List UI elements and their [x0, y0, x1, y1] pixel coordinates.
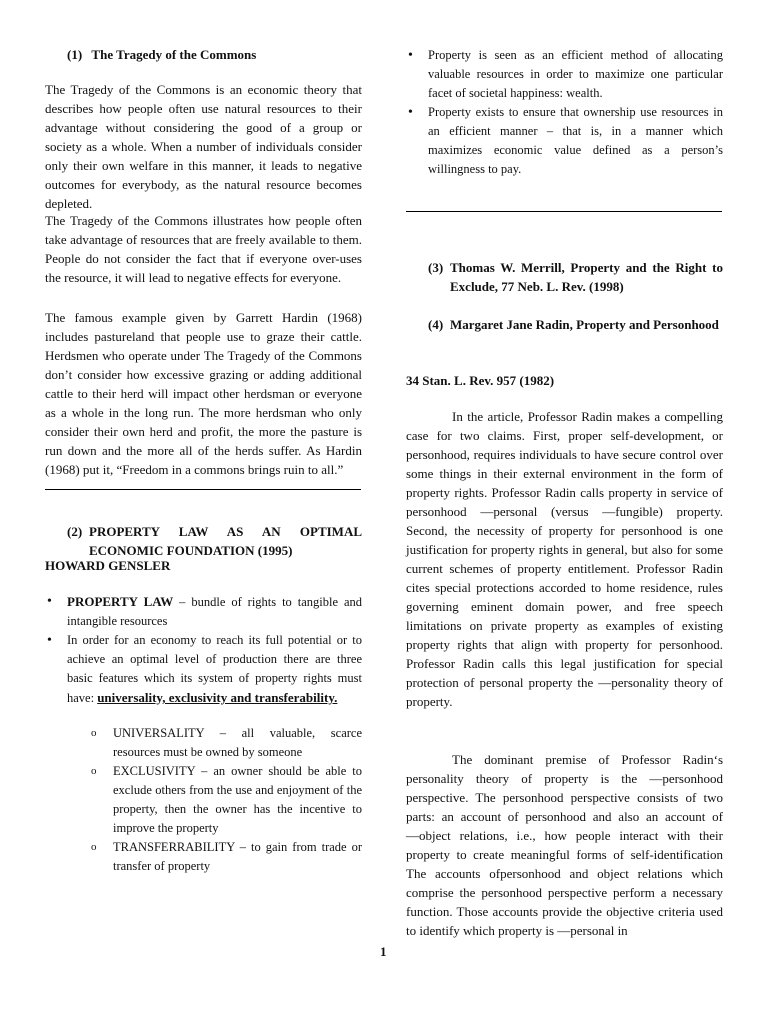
- bullet-property-law: [45, 592, 362, 631]
- three-features-text: In order for an economy to reach its full potential or to achieve an optimal level of production there are three basic features which its system of property rights must have:: [67, 633, 362, 705]
- sub-item-transferrability: o TRANSFERRABILITY – to gain from trade or transfer of property: [91, 838, 362, 876]
- property-law-bullets: [45, 592, 362, 708]
- three-features-emphasis: universality, exclusivity and transferability.: [97, 690, 338, 705]
- left-divider: [45, 489, 361, 490]
- section-2-heading-line-1: [67, 522, 362, 541]
- radin-citation: 34 Stan. L. Rev. 957 (1982): [406, 373, 555, 388]
- section-2-title-line-1: PROPERTY LAW AS AN OPTIMAL: [89, 524, 362, 539]
- features-sublist: [91, 724, 362, 876]
- section-1-heading: [67, 45, 367, 64]
- property-law-term: PROPERTY LAW: [67, 594, 174, 609]
- section-3-heading: [428, 258, 723, 296]
- section-2-heading: [67, 522, 362, 560]
- bullet-three-features: [45, 631, 362, 708]
- right-divider: [406, 211, 722, 212]
- section-2-author: HOWARD GENSLER: [45, 558, 171, 573]
- bullet-ownership-use: • Property exists to ensure that ownership use resources in an efficient manner – that is, in a manner which maximizes economic value defined as a person’s willingness to pay.: [406, 103, 723, 179]
- tragedy-paragraph-3: The famous example given by Garrett Hardin (1968) includes pastureland that people use to graze their cattle. Herdsmen who operate under The Tragedy of the Commons don’t consider how excessive grazing or adding additional cattle to their herd will impact other herdsman or everyone as a whole in the long run. The more herdsman who only consider their own herd and profit, the more the pasture is run down and the more all of the herds suffer. As Hardin (1968) put it, “Freedom in a commons brings ruin to all.”: [45, 310, 362, 477]
- section-1-title: The Tragedy of the Commons: [91, 47, 257, 62]
- page-number: 1: [380, 944, 387, 959]
- section-3-number: (3): [428, 260, 444, 275]
- radin-paragraph-2: The dominant premise of Professor Radin‘s personality theory of property is the ―personhood perspective. The personhood perspective consists of two parts: an account of personhood and also an account of ―object relations, i.e., how people interact with their property to create meaningful forms of self-identification The accounts ofpersonhood and object relations which comprise the personhood perspective perform a necessary function. Those accounts provide the objective criteria used to identify which property is ―personal in: [406, 752, 723, 938]
- section-3-title: Thomas W. Merrill, Property and the Right to Exclude, 77 Neb. L. Rev. (1998): [450, 260, 723, 294]
- section-2-title-line-2: ECONOMIC FOUNDATION (1995): [89, 543, 293, 558]
- section-1-number: (1): [67, 47, 83, 62]
- section-4-heading: [428, 315, 723, 334]
- tragedy-paragraph-2: The Tragedy of the Commons illustrates how people often take advantage of resources that are freely available to them. People do not consider the fact that if everyone over-uses the resource, it will lead to negative effects for everyone.: [45, 213, 362, 285]
- tragedy-paragraph-1: The Tragedy of the Commons is an economic theory that describes how people often use natural resources to their advantage without considering the good of a group or society as a whole. When a number of individuals consider only their own welfare in this manner, it leads to negative outcomes for everybody, as the natural resource becomes depleted.: [45, 82, 362, 211]
- property-law-definition: – bundle of rights to tangible and intangible resources: [67, 595, 362, 628]
- sub-item-exclusivity: o EXCLUSIVITY – an owner should be able to exclude others from the use and enjoyment of the property, then the owner has the incentive to improve the property: [91, 762, 362, 838]
- section-2-number: (2): [67, 524, 83, 539]
- bullet-efficient-allocation: • Property is seen as an efficient method of allocating valuable resources in order to maximize one particular facet of societal happiness: wealth.: [406, 46, 723, 103]
- sub-item-universality: o UNIVERSALITY – all valuable, scarce resources must be owned by someone: [91, 724, 362, 762]
- section-4-title: Margaret Jane Radin, Property and Personhood: [450, 317, 719, 332]
- section-4-number: (4): [428, 317, 444, 332]
- radin-paragraph-1: In the article, Professor Radin makes a compelling case for two claims. First, proper self-development, or personhood, requires individuals to have secure control over some things in their external environment in the form of property rights. Professor Radin calls property in service of personhood ―personal (versus ―fungible) property. Second, the necessity of property for personhood is one justification for property rights in general, but also for some current schemes of property entitlement. Professor Radin cites special protections accorded to home residence, rules governing eminent domain power, and free speech limitations on private property as examples of existing property rights that align with property for personhood. Professor Radin calls this legal justification for special protection of personal property the ―personality theory of property.: [406, 409, 723, 709]
- efficiency-bullets: [406, 46, 723, 179]
